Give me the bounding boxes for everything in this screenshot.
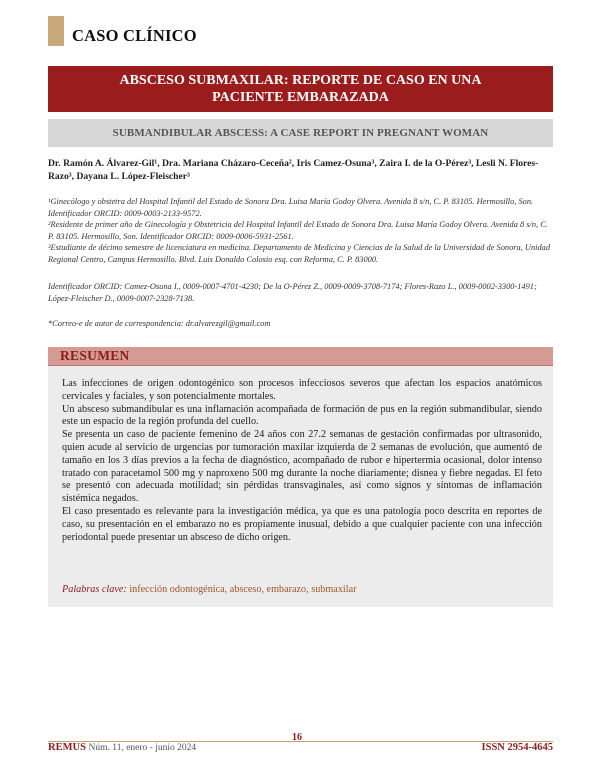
resumen-paragraph-2: Un absceso submandibular es una inflamación acompañada de formación de pus en la región submandibular, siendo este un espacio de la región profunda del cuello. [62, 403, 542, 428]
footer-left [48, 742, 196, 753]
keywords-line [62, 584, 542, 595]
resumen-heading: RESUMEN [60, 348, 130, 363]
orcid-identifiers: Identificador ORCID: Camez-Osuna I., 0009-0007-4701-4230; De la O-Pérez Z., 0009-0009-3708-7174; Flores-Razo L., 0009-0002-3300-1491; López-Fleischer D., 0009-0007-2328-7138. [48, 282, 537, 303]
author-list: Dr. Ramón A. Álvarez-Gil¹, Dra. Mariana Cházaro-Ceceña², Iris Camez-Osuna³, Zaira I. de la O-Pérez³, Lesli N. Flores-Razo³, Dayana L. López-Fleischer³ [48, 158, 539, 182]
resumen-body [62, 378, 542, 544]
journal-issn: ISSN 2954-4645 [481, 742, 553, 753]
article-subtitle: SUBMANDIBULAR ABSCESS: A CASE REPORT IN PREGNANT WOMAN [48, 119, 553, 147]
article-title-line-1: ABSCESO SUBMAXILAR: REPORTE DE CASO EN UNA [119, 73, 482, 88]
section-label: CASO CLÍNICO [72, 26, 197, 45]
keywords-label: Palabras clave: [62, 584, 127, 595]
section-tab-marker [48, 16, 64, 46]
affiliation-3: ³Estudiante de décimo semestre de licenciatura en medicina. Departamento de Medicina y Ciencias de la Salud de la Universidad de Sonora, Unidad Regional Centro, Campus Hermosillo. Blvd. Luis Donaldo Colosio esq. con Reforma, C. P. 83000. [48, 243, 551, 264]
resumen-paragraph-4: El caso presentado es relevante para la investigación médica, ya que es una patología poco descrita en reportes de caso, su presentación en el embarazo no es propiamente inusual, debido a que cualquier paciente con una infección periodontal puede presentar un absceso de dicho origen. [62, 505, 542, 543]
resumen-paragraph-3: Se presenta un caso de paciente femenino de 24 años con 27.2 semanas de gestación confirmadas por ultrasonido, quien acude al servicio de urgencias por tumoración maxilar izquierda de 2 semanas de evolución, que aumentó de tamaño en los 3 días previos a la fecha de diagnóstico, acompañado de rubor e hipertermia ocasional, dolor intenso tratado con paracetamol 500 mg y naproxeno 500 mg durante la noche diariamente; disnea y fiebre negadas. El feto se presentó con adecuada motilidad; sin pérdidas transvaginales, así como signos y síntomas de inflamación sistémica negados. [62, 429, 542, 505]
correspondence-email: *Correo-e de autor de correspondencia: dr.alvarezgil@gmail.com [48, 319, 271, 328]
journal-issue: Núm. 11, enero - junio 2024 [88, 743, 197, 753]
affiliations [48, 196, 553, 265]
article-title-line-2: PACIENTE EMBARAZADA [212, 90, 389, 105]
keywords-value: infección odontogénica, absceso, embarazo, submaxilar [129, 584, 357, 595]
page-number: 16 [292, 732, 302, 743]
resumen-header [48, 347, 553, 366]
journal-brand: REMUS [48, 742, 86, 753]
article-title-bar [48, 66, 553, 112]
affiliation-1: ¹Ginecólogo y obstetra del Hospital Infantil del Estado de Sonora Dra. Luisa María Godoy Olvera. Avenida 8 s/n, C. P. 83105. Hermosillo, Son. Identificador ORCID: 0009-0003-2133-9572. [48, 197, 534, 218]
affiliation-2: ²Residente de primer año de Ginecología y Obstetricia del Hospital Infantil del Estado de Sonora Dra. Luisa María Godoy Olvera. Avenida 8 s/n, C. P. 83105. Hermosillo, Son. Identificador ORCID: 0009-0006-5931-2561. [48, 220, 548, 241]
resumen-paragraph-1: Las infecciones de origen odontogénico son procesos infecciosos severos que afectan los espacios anatómicos cervicales y faciales, y son potencialmente mortales. [62, 378, 542, 402]
